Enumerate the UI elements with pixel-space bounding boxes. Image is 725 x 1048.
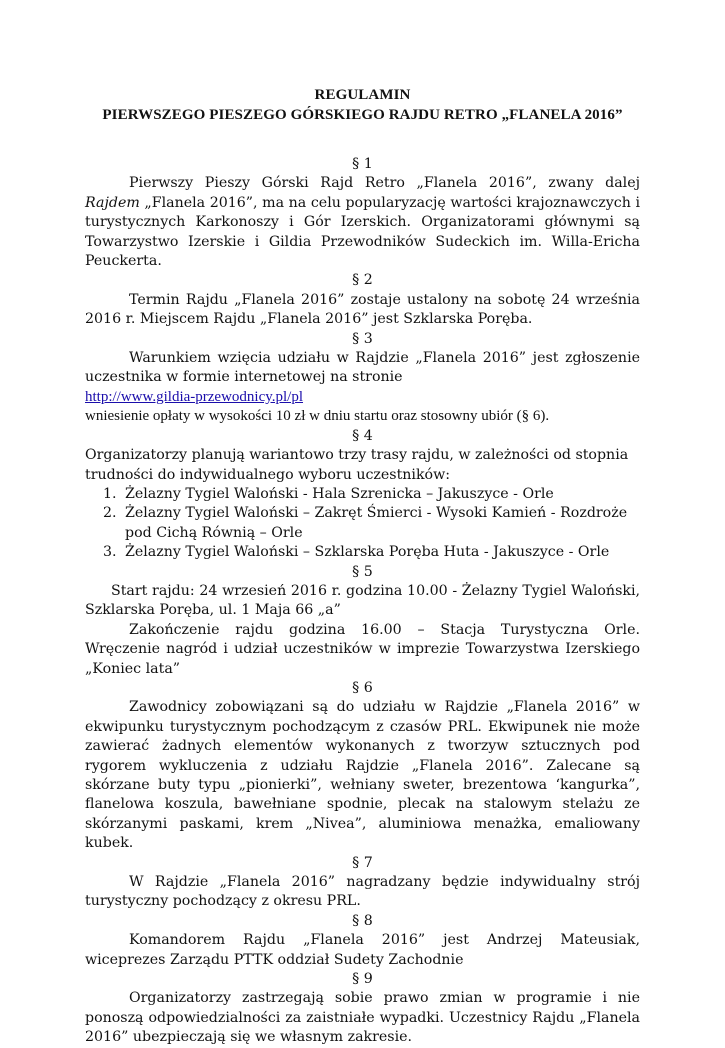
section-1-text-a: Pierwszy Pieszy Górski Rajd Retro „Flanela 2016”, zwany dalej bbox=[129, 175, 640, 192]
route-item: 1. Żelazny Tygiel Waloński - Hala Szrenicka – Jakuszyce - Orle bbox=[121, 485, 640, 504]
section-2-text: Termin Rajdu „Flanela 2016” zostaje ustalony na sobotę 24 września 2016 r. Miejscem Rajdu „Flanela 2016” jest Szklarska Poręba. bbox=[85, 291, 640, 328]
section-3-text: Warunkiem wzięcia udziału w Rajdzie „Flanela 2016” jest zgłoszenie uczestnika w formie internetowej na stronie bbox=[85, 350, 640, 386]
routes-list bbox=[85, 485, 640, 563]
section-4-text: Organizatorzy planują wariantowo trzy trasy rajdu, w zależności od stopnia trudności do indywidualnego wyboru uczestników: bbox=[85, 447, 629, 483]
section-5-text: Start rajdu: 24 wrzesień 2016 r. godzina 10.00 - Żelazny Tygiel Waloński, Szklarska Poręba, ul. 1 Maja 66 „a” bbox=[85, 582, 640, 619]
section-7-mark: § 7 bbox=[352, 854, 373, 871]
section-6-mark: § 6 bbox=[352, 679, 373, 696]
section-6-text: Zawodnicy zobowiązani są do udziału w Rajdzie „Flanela 2016” w ekwipunku turystycznym pochodzącym z czasów PRL. Ekwipunek nie może zawierać żadnych elementów wykonanych z tworzyw sztucznych pod rygorem wykluczenia z udziału Rajdzie „Flanela 2016”. Zalecane są skórzane buty typu „pionierki”, wełniany sweter, brezentowa ‘kangurka”, flanelowa koszula, bawełniane spodnie, plecak na stalowym stelażu ze skórzanymi paskami, krem „Nivea”, aluminiowa menażka, emaliowany kubek. bbox=[85, 699, 640, 852]
section-1-text bbox=[85, 174, 640, 271]
section-2-mark: § 2 bbox=[352, 272, 373, 289]
section-5-text2: Zakończenie rajdu godzina 16.00 – Stacja Turystyczna Orle. Wręczenie nagród i udział uczestników w imprezie Towarzystwa Izerskiego „Koniec lata” bbox=[85, 621, 640, 677]
registration-link[interactable]: http://www.gildia-przewodnicy.pl/pl bbox=[85, 388, 304, 405]
route-item: 3. Żelazny Tygiel Waloński – Szklarska Poręba Huta - Jakuszyce - Orle bbox=[121, 543, 640, 562]
section-1-text-em: Rajdem bbox=[85, 194, 140, 211]
document-title: REGULAMIN bbox=[314, 87, 411, 103]
section-3-mark: § 3 bbox=[352, 330, 373, 347]
section-8-text: Komandorem Rajdu „Flanela 2016” jest Andrzej Mateusiak, wiceprezes Zarządu PTTK oddział Sudety Zachodnie bbox=[85, 932, 640, 968]
section-8-mark: § 8 bbox=[352, 912, 373, 929]
document-subtitle: PIERWSZEGO PIESZEGO GÓRSKIEGO RAJDU RETRO „FLANELA 2016” bbox=[102, 107, 623, 123]
section-4-mark: § 4 bbox=[352, 427, 373, 444]
document-body bbox=[85, 155, 640, 1048]
section-7-text: W Rajdzie „Flanela 2016” nagradzany będzie indywidualny strój turystyczny pochodzący z okresu PRL. bbox=[85, 874, 640, 910]
section-5-mark: § 5 bbox=[352, 563, 373, 580]
section-3-text2: wniesienie opłaty w wysokości 10 zł w dniu startu oraz stosowny ubiór (§ 6). bbox=[85, 408, 550, 425]
section-9-mark: § 9 bbox=[352, 971, 373, 988]
route-item: 2. Żelazny Tygiel Waloński – Zakręt Śmierci - Wysoki Kamień - Rozdroże pod Cichą Równią – Orle bbox=[121, 504, 640, 543]
section-9-text: Organizatorzy zastrzegają sobie prawo zmian w programie i nie ponoszą odpowiedzialności za zaistniałe wypadki. Uczestnicy Rajdu „Flanela 2016” ubezpieczają się we własnym zakresie. bbox=[85, 990, 640, 1046]
section-1-mark: § 1 bbox=[352, 156, 373, 172]
section-1-text-b: „Flanela 2016”, ma na celu popularyzację wartości krajoznawczych i turystycznych Karkonoszy i Gór Izerskich. Organizatorami głównymi są Towarzystwo Izerskie i Gildia Przewodników Sudeckich im. Willa-Ericha Peuckerta. bbox=[85, 194, 640, 270]
